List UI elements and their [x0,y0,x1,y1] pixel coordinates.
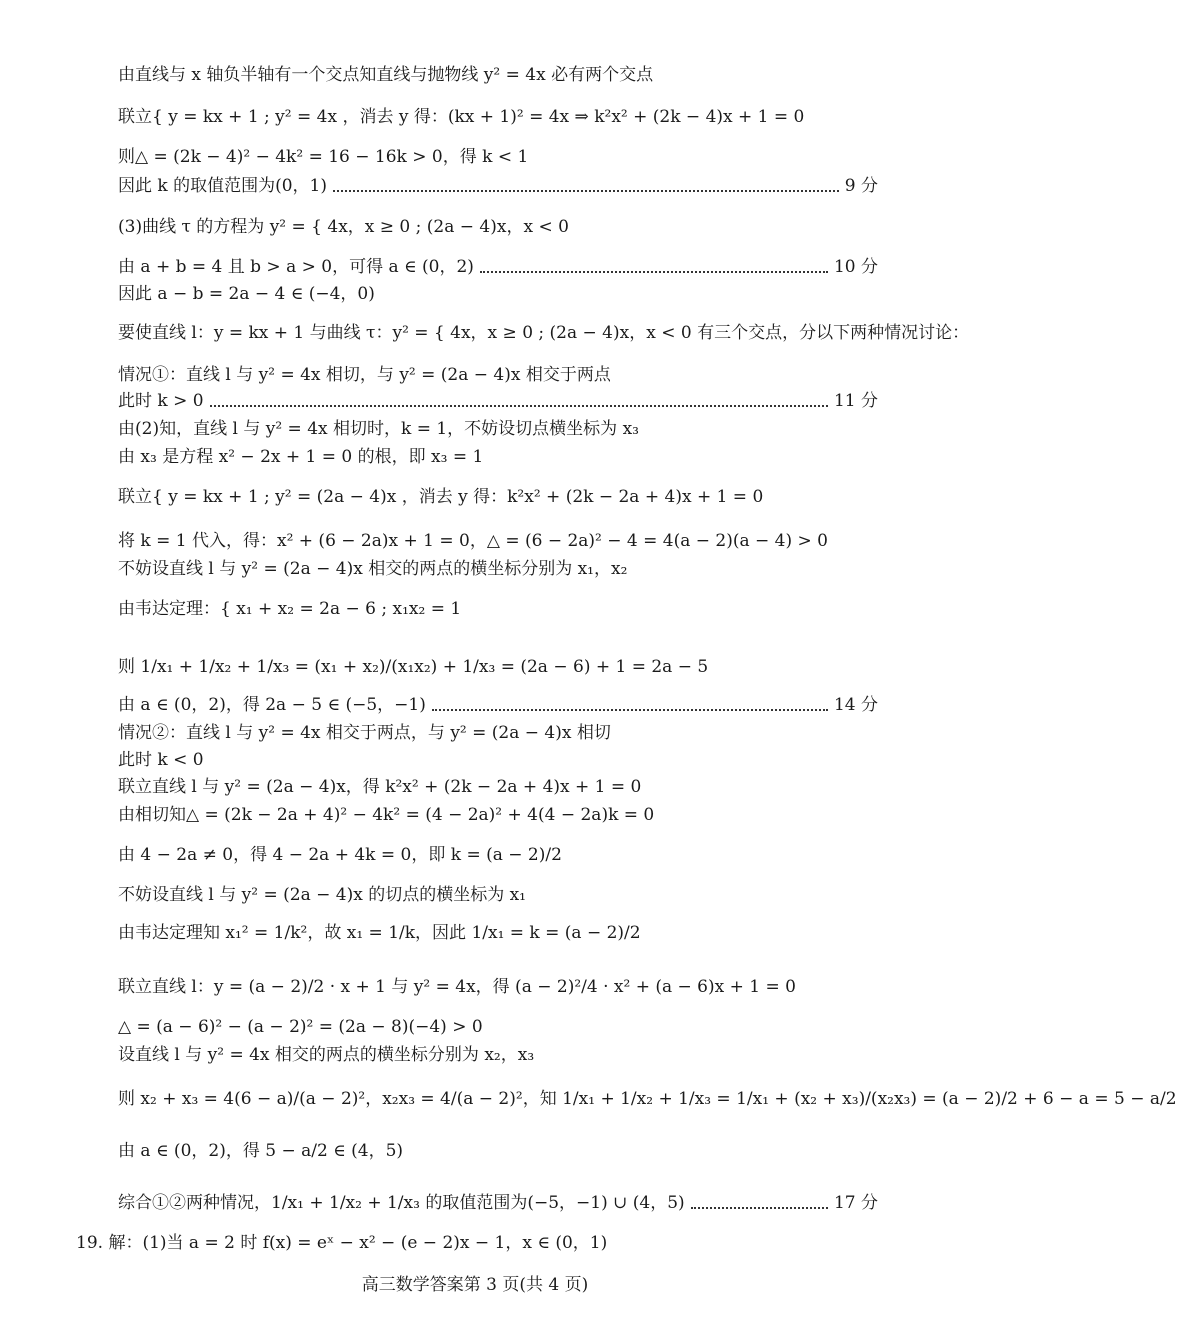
solution-line-with-score: 由 a ∈ (0，2)，得 2a − 5 ∈ (−5，−1) 14 分 [118,695,878,715]
score-mark: 10 分 [833,257,878,277]
solution-line: 由直线与 x 轴负半轴有一个交点知直线与抛物线 y² = 4x 必有两个交点 [118,65,654,85]
solution-line: 此时 k < 0 [118,750,204,770]
solution-line: 因此 a − b = 2a − 4 ∈ (−4，0) [118,284,375,304]
page-footer: 高三数学答案第 3 页(共 4 页) [361,1275,589,1295]
leader-dots [210,404,828,407]
solution-line-with-score: 因此 k 的取值范围为(0，1) 9 分 [118,176,878,196]
solution-line-with-score: 由 a + b = 4 且 b > a > 0，可得 a ∈ (0，2) 10 分 [118,257,878,277]
solution-line: 由 4 − 2a ≠ 0，得 4 − 2a + 4k = 0，即 k = (a − 2)/2 [118,845,562,865]
solution-line: 不妨设直线 l 与 y² = (2a − 4)x 的切点的横坐标为 x₁ [118,885,526,905]
solution-line: 则 x₂ + x₃ = 4(6 − a)/(a − 2)²，x₂x₃ = 4/(a − 2)²，知 1/x₁ + 1/x₂ + 1/x₃ = 1/x₁ + (x₂ + x₃)/(x₂x₃) = (a − 2)/2 + 6 − a = 5 − a/2 [118,1089,1177,1109]
solution-line: 联立{ y = kx + 1 ; y² = 4x ，消去 y 得：(kx + 1)² = 4x ⇒ k²x² + (2k − 4)x + 1 = 0 [118,107,805,127]
leader-dots [333,189,839,192]
score-mark: 14 分 [833,695,878,715]
solution-line: 则△ = (2k − 4)² − 4k² = 16 − 16k > 0，得 k < 1 [118,147,529,167]
score-mark: 9 分 [844,176,878,196]
solution-line: △ = (a − 6)² − (a − 2)² = (2a − 8)(−4) > 0 [118,1017,483,1037]
solution-line: 由韦达定理知 x₁² = 1/k²，故 x₁ = 1/k，因此 1/x₁ = k = (a − 2)/2 [118,923,641,943]
solution-line: 由 x₃ 是方程 x² − 2x + 1 = 0 的根，即 x₃ = 1 [118,447,484,467]
leader-dots [480,270,828,273]
solution-line: 则 1/x₁ + 1/x₂ + 1/x₃ = (x₁ + x₂)/(x₁x₂) + 1/x₃ = (2a − 6) + 1 = 2a − 5 [118,657,709,677]
solution-line: 由(2)知，直线 l 与 y² = 4x 相切时，k = 1，不妨设切点横坐标为 x₃ [118,419,639,439]
solution-line: 联立直线 l：y = (a − 2)/2 · x + 1 与 y² = 4x，得 (a − 2)²/4 · x² + (a − 6)x + 1 = 0 [118,977,796,997]
solution-line: 将 k = 1 代入，得：x² + (6 − 2a)x + 1 = 0，△ = (6 − 2a)² − 4 = 4(a − 2)(a − 4) > 0 [118,531,828,551]
solution-line: 设直线 l 与 y² = 4x 相交的两点的横坐标分别为 x₂，x₃ [118,1045,535,1065]
solution-line: 由韦达定理：{ x₁ + x₂ = 2a − 6 ; x₁x₂ = 1 [118,599,462,619]
solution-line: 情况①：直线 l 与 y² = 4x 相切，与 y² = (2a − 4)x 相交于两点 [118,365,611,385]
solution-line: 情况②：直线 l 与 y² = 4x 相交于两点，与 y² = (2a − 4)x 相切 [118,723,611,743]
solution-line: 联立{ y = kx + 1 ; y² = (2a − 4)x ，消去 y 得：k²x² + (2k − 2a + 4)x + 1 = 0 [118,487,764,507]
leader-dots [691,1206,828,1209]
solution-line: 由 a ∈ (0，2)，得 5 − a/2 ∈ (4，5) [118,1141,404,1161]
solution-line: 联立直线 l 与 y² = (2a − 4)x，得 k²x² + (2k − 2a + 4)x + 1 = 0 [118,777,642,797]
score-mark: 17 分 [833,1193,878,1213]
question-heading: 19. 解：(1)当 a = 2 时 f(x) = eˣ − x² − (e − 2)x − 1，x ∈ (0，1) [76,1233,608,1253]
solution-line: 由相切知△ = (2k − 2a + 4)² − 4k² = (4 − 2a)² + 4(4 − 2a)k = 0 [118,805,655,825]
solution-line: (3)曲线 τ 的方程为 y² = { 4x，x ≥ 0 ; (2a − 4)x，x < 0 [118,217,569,237]
solution-line-with-score: 综合①②两种情况，1/x₁ + 1/x₂ + 1/x₃ 的取值范围为(−5，−1) ∪ (4，5) 17 分 [118,1193,878,1213]
solution-line: 不妨设直线 l 与 y² = (2a − 4)x 相交的两点的横坐标分别为 x₁，x₂ [118,559,628,579]
score-mark: 11 分 [833,391,878,411]
solution-line-with-score: 此时 k > 0 11 分 [118,391,878,411]
leader-dots [432,708,828,711]
solution-line: 要使直线 l：y = kx + 1 与曲线 τ：y² = { 4x，x ≥ 0 ; (2a − 4)x，x < 0 有三个交点，分以下两种情况讨论： [118,323,970,343]
